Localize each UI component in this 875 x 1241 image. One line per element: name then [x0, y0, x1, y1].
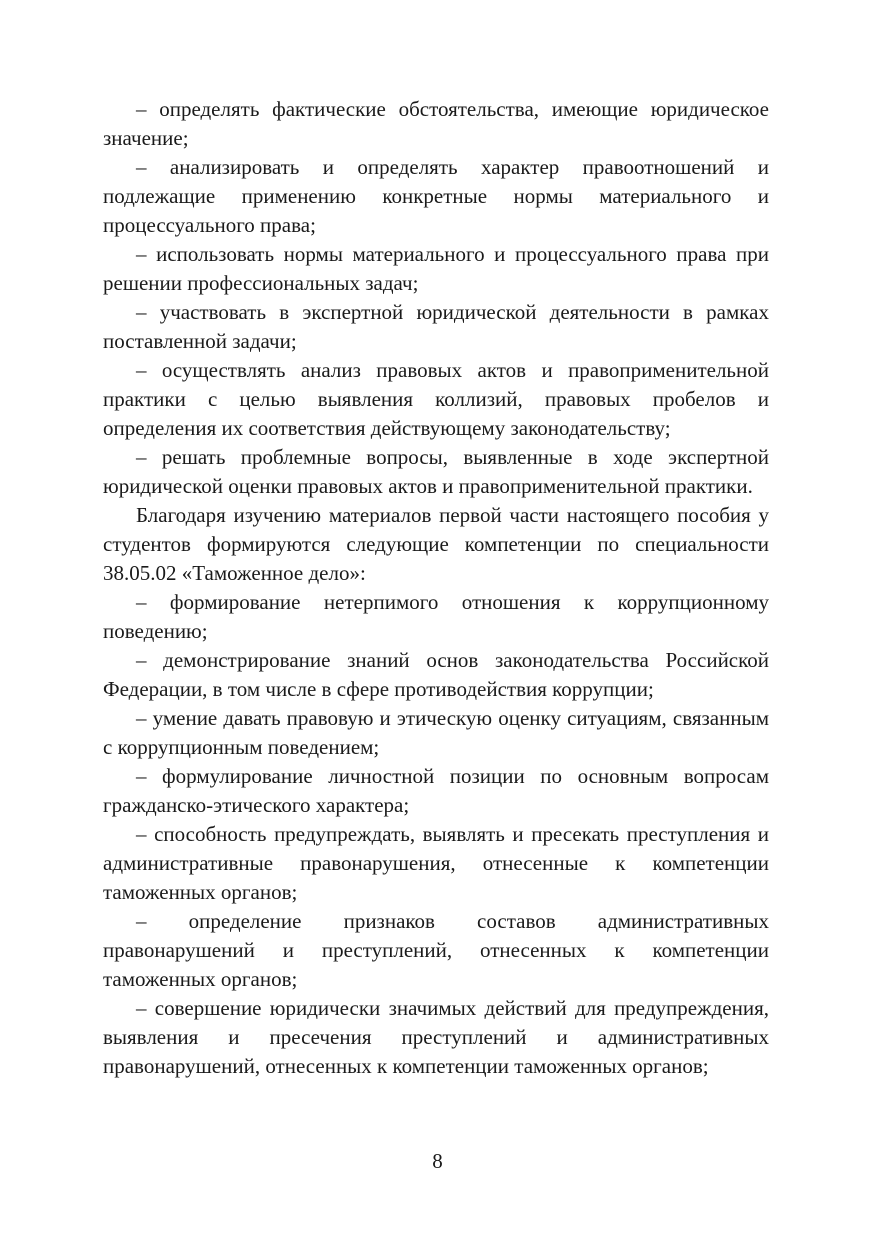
paragraph-item: – определение признаков составов административных правонарушений и преступлений, отнесенных к компетенции таможенных органов; — [103, 909, 769, 991]
intro-paragraph: Благодаря изучению материалов первой части настоящего пособия у студентов формируются следующие компетенции по специальности 38.05.02 «Таможенное дело»: — [103, 503, 769, 585]
paragraph-item: – формулирование личностной позиции по основным вопросам гражданско-этического характера; — [103, 764, 769, 817]
page-body — [103, 95, 769, 1081]
page-number: 8 — [432, 1149, 443, 1173]
paragraph-item: – умение давать правовую и этическую оценку ситуациям, связанным с коррупционным поведением; — [103, 706, 769, 759]
paragraph-item: – использовать нормы материального и процессуального права при решении профессиональных задач; — [103, 242, 769, 295]
paragraph-item: – участвовать в экспертной юридической деятельности в рамках поставленной задачи; — [103, 300, 769, 353]
paragraph-item: – анализировать и определять характер правоотношений и подлежащие применению конкретные нормы материального и процессуального права; — [103, 155, 769, 237]
paragraph-item: – совершение юридически значимых действий для предупреждения, выявления и пресечения преступлений и административных правонарушений, отнесенных к компетенции таможенных органов; — [103, 996, 769, 1078]
paragraph-item: – способность предупреждать, выявлять и пресекать преступления и административные правонарушения, отнесенные к компетенции таможенных органов; — [103, 822, 769, 904]
paragraph-item: – демонстрирование знаний основ законодательства Российской Федерации, в том числе в сфере противодействия коррупции; — [103, 648, 769, 701]
paragraph-item: – определять фактические обстоятельства, имеющие юридическое значение; — [103, 97, 769, 150]
paragraph-item: – осуществлять анализ правовых актов и правоприменительной практики с целью выявления коллизий, правовых пробелов и определения их соответствия действующему законодательству; — [103, 358, 769, 440]
paragraph-item: – формирование нетерпимого отношения к коррупционному поведению; — [103, 590, 769, 643]
paragraph-item: – решать проблемные вопросы, выявленные в ходе экспертной юридической оценки правовых актов и правоприменительной практики. — [103, 445, 769, 498]
